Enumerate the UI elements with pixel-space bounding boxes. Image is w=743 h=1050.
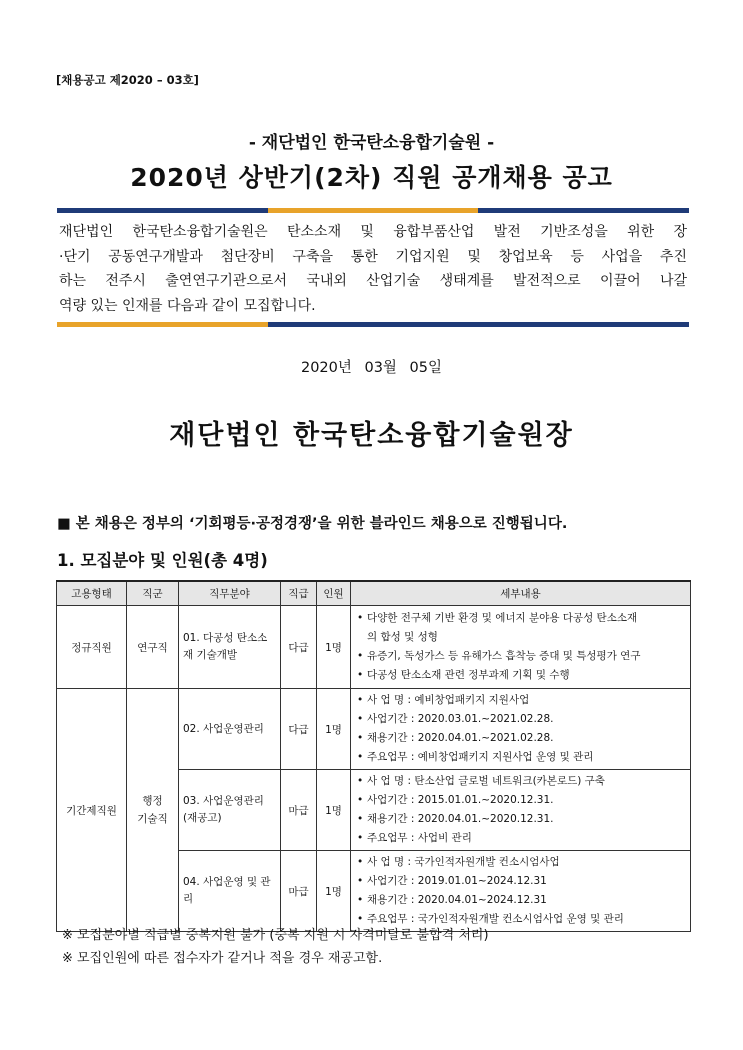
detail-line: • 사업기간 : 2015.01.01.~2020.12.31. [357, 791, 686, 810]
job-group: 연구직 [127, 606, 179, 689]
page-title: 2020년 상반기(2차) 직원 공개채용 공고 [130, 163, 613, 192]
intro-line: 하는 전주시 출연연구기관으로서 국내외 산업기술 생태계를 발전적으로 이끌어 나갈 [59, 273, 687, 289]
divider-band-bottom [57, 322, 689, 327]
job-grade: 다급 [281, 606, 317, 689]
footnotes [62, 924, 489, 970]
headcount: 1명 [317, 689, 351, 770]
employment-type: 정규직원 [57, 606, 127, 689]
detail-line: 의 합성 및 성형 [367, 631, 438, 643]
detail-line: • 채용기간 : 2020.04.01.~2021.02.28. [357, 729, 686, 748]
employment-type: 기간제직원 [57, 689, 127, 932]
detail-line: • 사업기간 : 2020.03.01.~2021.02.28. [357, 710, 686, 729]
detail-line: • 사 업 명 : 예비창업패키지 지원사업 [357, 691, 686, 710]
job-grade: 마급 [281, 851, 317, 932]
column-header: 직무분야 [179, 581, 281, 606]
notice-date: 2020년 03월 05일 [300, 360, 443, 376]
band-segment-1 [57, 322, 268, 327]
column-header: 직급 [281, 581, 317, 606]
table-row [57, 689, 691, 770]
detail-line: • 주요업무 : 사업비 관리 [357, 829, 686, 848]
job-field: 04. 사업운영 및 관리 [179, 851, 281, 932]
job-field: 02. 사업운영관리 [179, 689, 281, 770]
job-grade: 마급 [281, 770, 317, 851]
divider-band-top [57, 208, 689, 213]
issuer-title: 재단법인 한국탄소융합기술원장 [169, 420, 574, 451]
detail-line: • 사업기간 : 2019.01.01~2024.12.31 [357, 872, 686, 891]
section-title: 1. 모집분야 및 인원(총 4명) [57, 551, 268, 570]
blind-recruitment-notice: ■ 본 채용은 정부의 ‘기회평등·공정경쟁’을 위한 블라인드 채용으로 진행됩니다. [57, 516, 568, 532]
detail-line: • 사 업 명 : 탄소산업 글로벌 네트워크(카본로드) 구축 [357, 772, 686, 791]
job-grade: 다급 [281, 689, 317, 770]
job-field: 03. 사업운영관리 (재공고) [179, 770, 281, 851]
footnote: ※ 모집분야별 직급별 중복지원 불가 (중복 지원 시 자격미달로 불합격 처리) [62, 928, 489, 943]
intro-line: ·단기 공동연구개발과 첨단장비 구축을 통한 기업지원 및 창업보육 등 사업을 추진 [59, 248, 687, 265]
detail-line: • 다양한 전구체 기반 환경 및 에너지 분야용 다공성 탄소소재 [357, 609, 686, 628]
headcount: 1명 [317, 606, 351, 689]
band-segment-2 [268, 322, 479, 327]
column-header: 고용형태 [57, 581, 127, 606]
job-details [351, 689, 691, 770]
table-row [57, 606, 691, 689]
detail-line: • 주요업무 : 예비창업패키지 지원사업 운영 및 관리 [357, 748, 686, 767]
column-header: 직군 [127, 581, 179, 606]
headcount: 1명 [317, 770, 351, 851]
intro-line: 역량 있는 인재를 다음과 같이 모집합니다. [59, 297, 316, 314]
headcount: 1명 [317, 851, 351, 932]
intro-line: 재단법인 한국탄소융합기술원은 탄소소재 및 융합부품산업 발전 기반조성을 위한 장 [59, 224, 687, 240]
detail-line: • 사 업 명 : 국가인적자원개발 컨소시엄사업 [357, 853, 686, 872]
footnote: ※ 모집인원에 따른 접수자가 같거나 적을 경우 재공고함. [62, 951, 383, 966]
band-segment-3 [478, 208, 689, 213]
band-segment-3 [478, 322, 689, 327]
job-field: 01. 다공성 탄소소재 기술개발 [179, 606, 281, 689]
detail-line: • 다공성 탄소소재 관련 정부과제 기획 및 수행 [357, 666, 686, 685]
detail-line: • 주요업무 : 국가인적자원개발 컨소시엄사업 운영 및 관리 [357, 910, 686, 929]
column-header: 세부내용 [351, 581, 691, 606]
job-details [351, 606, 691, 689]
detail-line: • 채용기간 : 2020.04.01~2024.12.31 [357, 891, 686, 910]
band-segment-2 [268, 208, 479, 213]
table-header-row [57, 581, 691, 606]
band-segment-1 [57, 208, 268, 213]
org-subtitle: - 재단법인 한국탄소융합기술원 - [248, 133, 495, 153]
detail-line: • 유증기, 독성가스 등 유해가스 흡착능 증대 및 특성평가 연구 [357, 647, 686, 666]
job-group: 행정 기술직 [127, 689, 179, 932]
job-details [351, 851, 691, 932]
recruitment-table [56, 580, 691, 932]
column-header: 인원 [317, 581, 351, 606]
intro-paragraph [59, 220, 687, 318]
detail-line: • 채용기간 : 2020.04.01.~2020.12.31. [357, 810, 686, 829]
notice-number: [채용공고 제2020 – 03호] [56, 73, 199, 87]
job-details [351, 770, 691, 851]
